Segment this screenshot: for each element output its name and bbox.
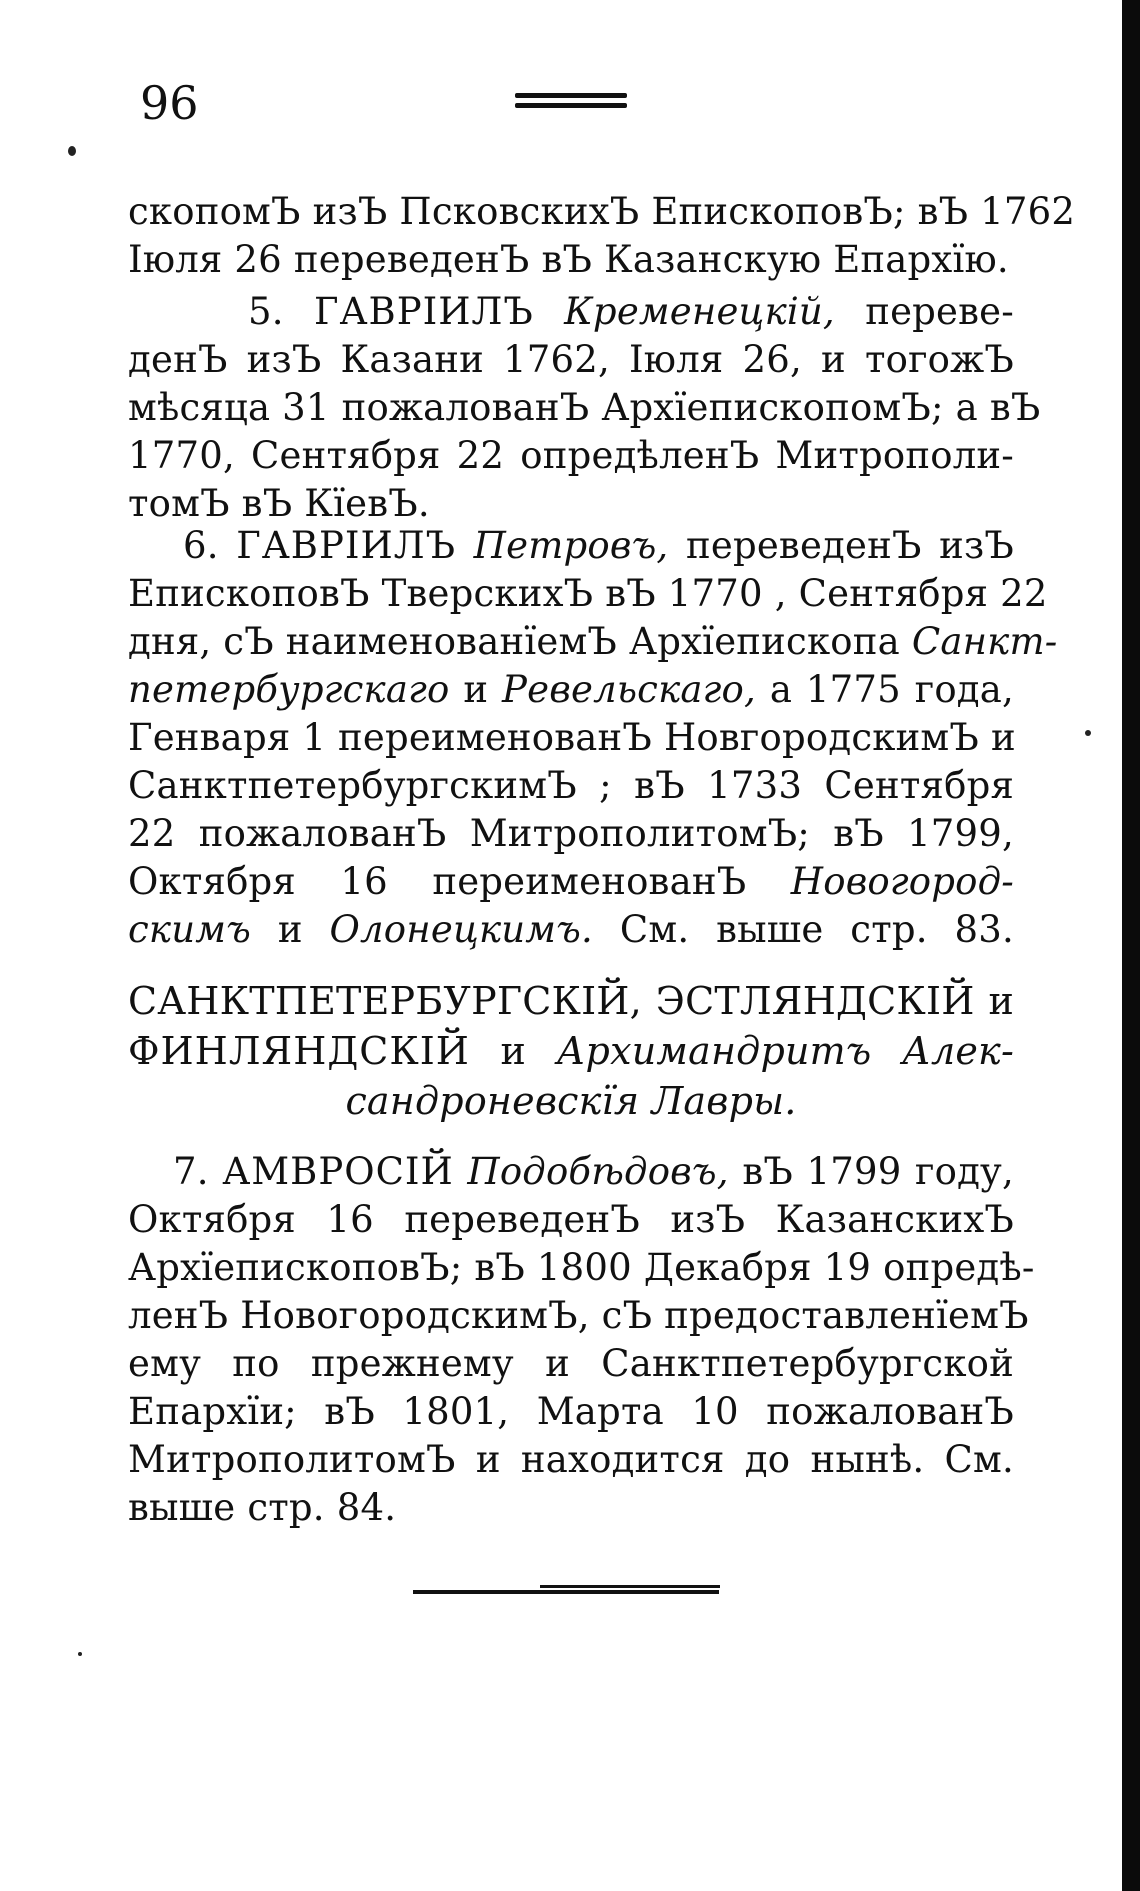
text-line: СанктпетербургскимЪ ; вЪ 1733 Сентября (128, 764, 1014, 807)
entry-surname: Кременецкій, (564, 290, 835, 333)
text-line: ЕпископовЪ ТверскихЪ вЪ 1770 , Сентября 22 (128, 572, 1048, 615)
heading-line (128, 1076, 1014, 1126)
text-line: Іюля 26 переведенЪ вЪ Казанскую Епархїю. (128, 238, 1009, 281)
heading-line (128, 1026, 1014, 1076)
text-line: ленЪ НовогородскимЪ, сЪ предоставленїемЪ (128, 1294, 1029, 1337)
entry-name: АМВРОСІЙ (222, 1150, 454, 1193)
entry-6-paragraph (128, 522, 1058, 954)
entry-number: 6. (183, 524, 219, 567)
text-fragment: переве- (865, 290, 1014, 333)
text-line (128, 858, 1014, 906)
heading-line: САНКТПЕТЕРБУРГСКІЙ, ЭСТЛЯНДСКІЙ и (128, 979, 1014, 1023)
text-line: Октября 16 переведенЪ изЪ КазанскихЪ (128, 1198, 1014, 1241)
text-line: ему по прежнему и Санктпетербургской (128, 1342, 1014, 1385)
text-line (128, 666, 1014, 714)
italic-fragment: Санкт- (911, 620, 1058, 663)
entry-name: ГАВРІИЛЪ (236, 524, 457, 567)
heading-italic: Архимандритъ Алек- (556, 1029, 1014, 1073)
text-line: 22 пожалованЪ МитрополитомЪ; вЪ 1799, (128, 812, 1014, 855)
italic-fragment: Олонецкимъ. (329, 908, 593, 951)
italic-fragment: петербургскаго (128, 668, 450, 711)
text-fragment: вЪ 1799 году, (742, 1150, 1014, 1193)
ink-speck (68, 146, 76, 156)
entry-7-paragraph (128, 1148, 1035, 1532)
heading-italic: сандроневскїя Лавры. (345, 1079, 797, 1123)
text-fragment: и (277, 908, 303, 951)
italic-fragment: Ревельскаго, (502, 668, 756, 711)
entry-name: ГАВРІИЛЪ (314, 290, 534, 333)
text-fragment: См. выше стр. 83. (619, 908, 1014, 951)
heading-and: и (500, 1029, 526, 1073)
text-line (128, 906, 1014, 954)
section-heading (128, 976, 1014, 1126)
text-fragment: Октября 16 переименованЪ (128, 860, 747, 903)
text-line: АрхїепископовЪ; вЪ 1800 Декабря 19 опредѣ- (128, 1246, 1035, 1289)
text-line: скопомЪ изЪ ПсковскихЪ ЕпископовЪ; вЪ 1762 (128, 190, 1076, 233)
heading-caps: ФИНЛЯНДСКІЙ (128, 1029, 470, 1073)
text-line (128, 288, 1014, 336)
entry-number: 5. (248, 290, 284, 333)
page-edge-shadow (1122, 0, 1140, 1891)
footer-rule-accent (540, 1585, 720, 1588)
text-line (128, 618, 1058, 666)
text-line: 1770, Сентября 22 опредѣленЪ Митрополи- (128, 434, 1014, 477)
italic-fragment: скимъ (128, 908, 251, 951)
text-line: МитрополитомЪ и находится до нынѣ. См. (128, 1438, 1014, 1481)
ink-speck (78, 1652, 82, 1656)
text-fragment: а 1775 года, (769, 668, 1014, 711)
text-line: денЪ изЪ Казани 1762, Іюля 26, и тогожЪ (128, 338, 1014, 381)
paragraph-continuation (128, 188, 1076, 284)
ink-speck (1085, 730, 1091, 736)
text-line: Епархїи; вЪ 1801, Марта 10 пожалованЪ (128, 1390, 1014, 1433)
entry-5-paragraph (128, 288, 1041, 528)
text-fragment: переведенЪ изЪ (685, 524, 1014, 567)
text-line: томЪ вЪ КїевЪ. (128, 482, 430, 525)
page-number: 96 (140, 76, 199, 130)
text-line: выше стр. 84. (128, 1486, 397, 1529)
text-line: Генваря 1 переименованЪ НовгородскимЪ и (128, 716, 1016, 759)
footer-rule (413, 1590, 719, 1594)
text-fragment: и (463, 668, 489, 711)
entry-number: 7. (173, 1150, 209, 1193)
header-ornament-rule (515, 93, 627, 119)
text-line (128, 522, 1014, 570)
entry-surname: Подобѣдовъ, (467, 1150, 729, 1193)
entry-surname: Петровъ, (473, 524, 669, 567)
text-line (128, 1148, 1014, 1196)
italic-fragment: Новогород- (790, 860, 1014, 903)
text-fragment: дня, сЪ наименованїемЪ Архїепископа (128, 620, 900, 663)
text-line: мѣсяца 31 пожалованЪ АрхїепископомЪ; а вЪ (128, 386, 1041, 429)
